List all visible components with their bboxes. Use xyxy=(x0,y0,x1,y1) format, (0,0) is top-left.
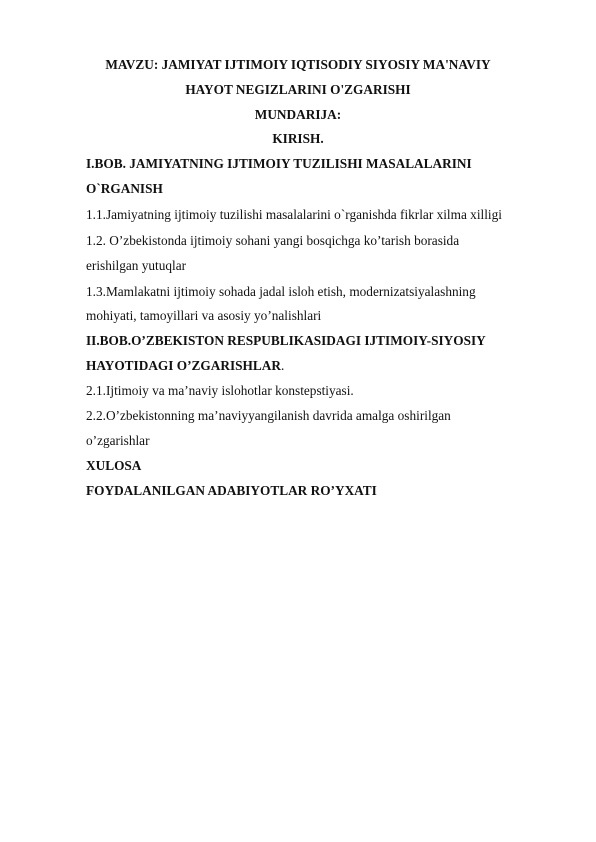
title-line-1: MAVZU: JAMIYAT IJTIMOIY IQTISODIY SIYOSIY MA'NAVIY xyxy=(105,57,491,72)
section-2-2-line-1: 2.2.O’zbekistonning ma’naviyyangilanish davrida amalga oshirilgan xyxy=(86,408,451,423)
title-line-2: HAYOT NEGIZLARINI O'ZGARISHI xyxy=(185,82,411,97)
chapter-2-title-bold-part: HAYOTIDAGI O’ZGARISHLAR xyxy=(86,358,281,373)
chapter-2-title-period: . xyxy=(280,358,285,373)
section-1-3-line-1: 1.3.Mamlakatni ijtimoiy sohada jadal isloh etish, modernizatsiyalashning xyxy=(86,284,476,299)
section-1-2-line-1: 1.2. O’zbekistonda ijtimoiy sohani yangi bosqichga ko’tarish borasida xyxy=(86,233,460,248)
references-heading: FOYDALANILGAN ADABIYOTLAR RO’YXATI xyxy=(86,483,377,498)
chapter-1-title-line-2: O`RGANISH xyxy=(86,181,163,196)
chapter-1-title-line-1: I.BOB. JAMIYATNING IJTIMOIY TUZILISHI MASALALARINI xyxy=(86,156,472,171)
section-1-1: 1.1.Jamiyatning ijtimoiy tuzilishi masalalarini o`rganishda fikrlar xilma xilligi xyxy=(86,207,502,222)
section-2-2-line-2: o’zgarishlar xyxy=(86,433,150,448)
section-2-1: 2.1.Ijtimoiy va ma’naviy islohotlar konstepstiyasi. xyxy=(86,383,354,398)
section-1-2-line-2: erishilgan yutuqlar xyxy=(86,258,187,273)
chapter-2-title-line-2 xyxy=(86,359,284,372)
chapter-2-title-line-1: II.BOB.O’ZBEKISTON RESPUBLIKASIDAGI IJTIMOIY-SIYOSIY xyxy=(86,333,486,348)
intro-heading: KIRISH. xyxy=(272,131,324,146)
contents-heading: MUNDARIJA: xyxy=(254,107,342,122)
conclusion-heading: XULOSA xyxy=(86,458,142,473)
section-1-3-line-2: mohiyati, tamoyillari va asosiy yo’nalishlari xyxy=(86,308,322,323)
